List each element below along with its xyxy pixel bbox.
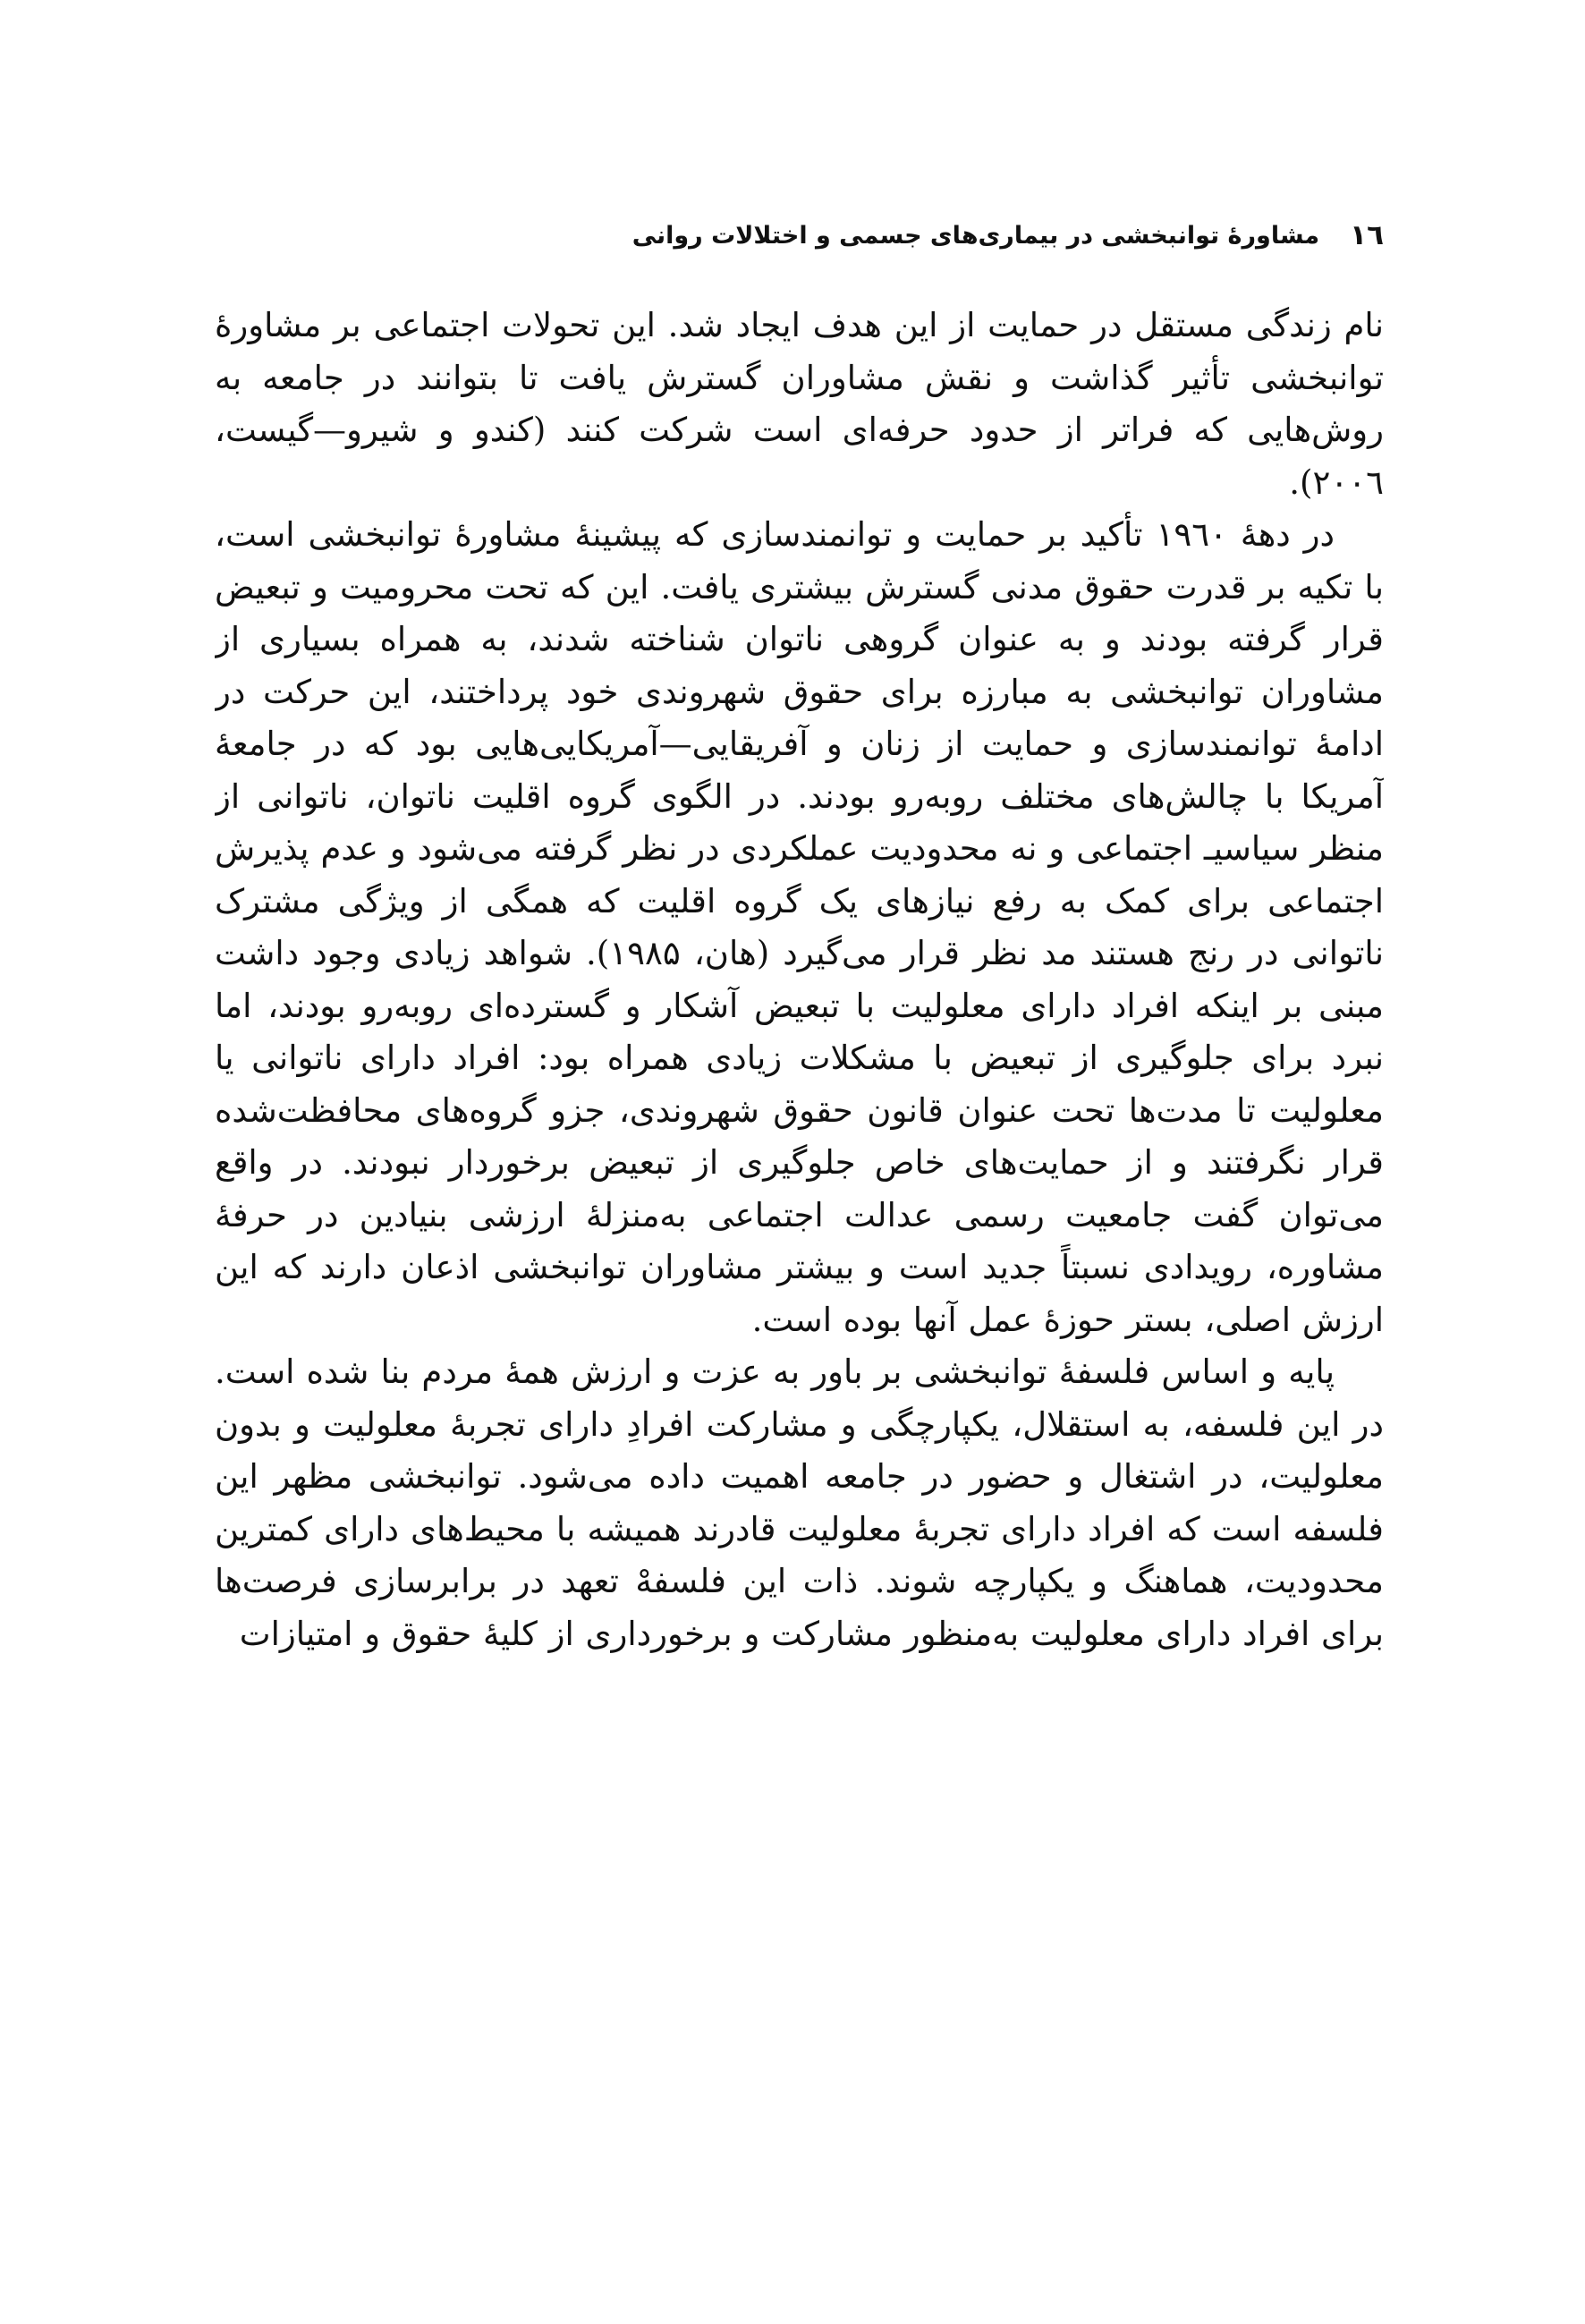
paragraph-2: در دههٔ ۱۹٦۰ تأکید بر حمایت و توانمندسازی که پیشینهٔ مشاورهٔ توانبخشی است، با تکیه بر قدرت حقوق مدنی گسترش بیشتری یافت. این که تحت محرومیت و تبعیض قرار گرفته بودند و به عنوان گروهی ناتوان شناخته شدند، به همراه بسیاری از مشاوران توانبخشی به مبارزه برای حقوق شهروندی خود پرداختند، این حرکت در ادامهٔ توانمندسازی و حمایت از زنان و آفریقایی—آمریکایی‌هایی بود که در جامعهٔ آمریکا با چالش‌های مختلف روبه‌رو بودند. در الگوی گروه اقلیت ناتوان، ناتوانی از منظر سیاسیـ اجتماعی و نه محدودیت عملکردی در نظر گرفته می‌شود و عدم پذیرش اجتماعی برای کمک به رفع نیازهای یک گروه اقلیت که همگی از ویژگی مشترک ناتوانی در رنج هستند مد نظر قرار می‌گیرد (هان، ۱۹۸۵). شواهد زیادی وجود داشت مبنی بر اینکه افراد دارای معلولیت با تبعیض آشکار و گسترده‌ای روبه‌رو بودند، اما نبرد برای جلوگیری از تبعیض با مشکلات زیادی همراه بود: افراد دارای ناتوانی یا معلولیت تا مدت‌ها تحت عنوان قانون حقوق شهروندی، جزو گروه‌های محافظت‌شده قرار نگرفتند و از حمایت‌های خاص جلوگیری از تبعیض برخوردار نبودند. در واقع می‌توان گفت جامعیت رسمی عدالت اجتماعی به‌منزلهٔ ارزشی بنیادین در حرفهٔ مشاوره، رویدادی نسبتاً جدید است و بیشتر مشاوران توانبخشی اذعان دارند که این ارزش اصلی، بستر حوزهٔ عمل آنها بوده است. — [215, 515, 1384, 1339]
running-head — [215, 208, 1384, 262]
paragraph-3: پایه و اساس فلسفهٔ توانبخشی بر باور به عزت و ارزش همهٔ مردم بنا شده است. در این فلسفه، به استقلال، یکپارچگی و مشارکت افرادِ دارای تجربهٔ معلولیت و بدون معلولیت، در اشتغال و حضور در جامعه اهمیت داده می‌شود. توانبخشی مظهر این فلسفه است که افراد دارای تجربهٔ معلولیت قادرند همیشه با محیط‌های دارای کمترین محدودیت، هماهنگ و یکپارچه شوند. ذات این فلسفهْ تعهد در برابرسازی فرصت‌ها برای افراد دارای معلولیت به‌منظور مشارکت و برخورداری از کلیهٔ حقوق و امتیازات — [215, 1353, 1384, 1653]
paragraph-1: نام زندگی مستقل در حمایت از این هدف ایجاد شد. این تحولات اجتماعی بر مشاورهٔ توانبخشی تأثیر گذاشت و نقش مشاوران گسترش یافت تا بتوانند در جامعه به روش‌هایی که فراتر از حدود حرفه‌ای است شرکت کنند (کندو و شیرو—گیست، ۲۰۰٦). — [215, 306, 1384, 502]
page-number: ١٦ — [1350, 219, 1384, 251]
body-text — [215, 300, 1384, 2160]
book-title: مشاورهٔ توانبخشی در بیماری‌های جسمی و اختلالات روانی — [631, 221, 1320, 250]
